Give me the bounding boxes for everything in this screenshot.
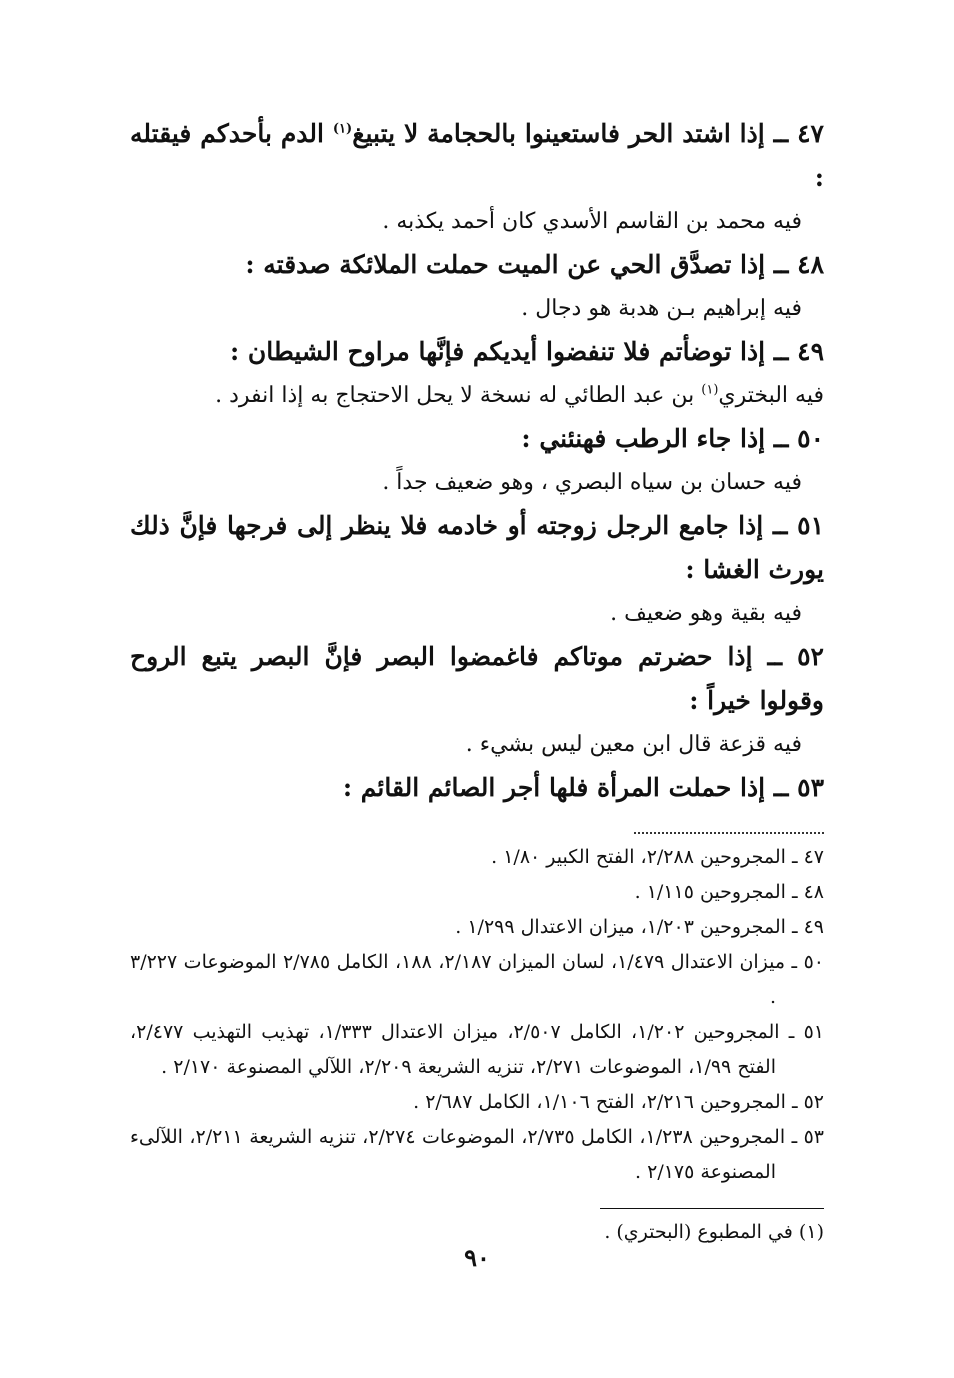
dotted-separator xyxy=(634,832,824,834)
hadith-heading xyxy=(130,766,824,810)
page-body xyxy=(130,112,824,1247)
reference-item-53 xyxy=(130,1120,824,1190)
reference-text: المجروحين ٢/٢٨٨، الفتح الكبير ١/٨٠ . xyxy=(491,846,786,868)
footnote: (١) في المطبوع (البحتري) . xyxy=(604,1221,824,1243)
hadith-entry-53 xyxy=(130,766,824,810)
hadith-note: فيه قزعة قال ابن معين ليس بشيء . xyxy=(465,732,802,757)
hadith-entry-47 xyxy=(130,112,824,243)
heading-text: إذا جاء الرطب فهنئني : xyxy=(521,424,766,453)
entry-dash: ــ xyxy=(767,642,783,671)
heading-text: إذا جامع الرجل زوجته أو خادمه فلا ينظر إلى فرجها فإنَّ ذلك يورث الغشا : xyxy=(130,511,824,584)
reference-dash: ـ xyxy=(788,1021,795,1043)
reference-text: المجروحين ١/٢٠٣، ميزان الاعتدال ١/٢٩٩ . xyxy=(455,916,786,938)
entry-number: ٥٠ xyxy=(797,424,824,453)
entry-number: ٥١ xyxy=(797,511,824,540)
reference-dash: ـ xyxy=(791,951,798,973)
entry-number: ٤٨ xyxy=(797,250,824,279)
reference-number: ٥١ xyxy=(803,1021,824,1043)
reference-item-52 xyxy=(130,1085,824,1120)
reference-number: ٥٢ xyxy=(803,1091,824,1113)
hadith-heading xyxy=(130,504,824,592)
heading-text: إذا تصدَّق الحي عن الميت حملت الملائكة صدقته : xyxy=(245,250,766,279)
reference-text: المجروحين ١/٢٣٨، الكامل ٢/٧٣٥، الموضوعات ٢/٢٧٤، تنزيه الشريعة ٢/٢١١، اللآلىء المصنوعة ٢/١٧٥ . xyxy=(130,1126,786,1183)
hadith-entry-48 xyxy=(130,243,824,330)
hadith-heading xyxy=(130,243,824,287)
note-text: فيه البختري xyxy=(718,383,824,408)
hadith-heading xyxy=(130,417,824,461)
hadith-heading xyxy=(130,330,824,374)
reference-item-49 xyxy=(130,910,824,945)
entry-dash: ــ xyxy=(773,250,789,279)
entry-dash: ــ xyxy=(773,773,789,802)
reference-number: ٥٠ xyxy=(803,951,824,973)
page-number: ٩٠ xyxy=(464,1243,490,1272)
heading-text: إذا حضرتم موتاكم فاغمضوا البصر فإنَّ البصر يتبع الروح وقولوا خيراً : xyxy=(130,642,824,715)
reference-dash: ـ xyxy=(791,846,798,868)
hadith-note: فيه محمد بن القاسم الأسدي كان أحمد يكذبه . xyxy=(382,209,802,234)
reference-item-51 xyxy=(130,1015,824,1085)
hadith-heading xyxy=(130,112,824,200)
note-text-cont: بن عبد الطائي له نسخة لا يحل الاحتجاج به إذا انفرد . xyxy=(215,383,702,408)
reference-dash: ـ xyxy=(791,881,798,903)
reference-number: ٤٨ xyxy=(803,881,824,903)
hadith-note xyxy=(130,374,824,417)
footnote-marker: (١) xyxy=(701,382,719,398)
entry-dash: ــ xyxy=(772,511,788,540)
reference-dash: ـ xyxy=(791,1126,798,1148)
entry-number: ٤٩ xyxy=(797,337,824,366)
reference-dash: ـ xyxy=(791,1091,798,1113)
hadith-heading xyxy=(130,635,824,723)
hadith-entry-52 xyxy=(130,635,824,766)
hadith-note: فيه حسان بن سياه البصري ، وهو ضعيف جداً . xyxy=(382,470,802,495)
heading-text: إذا توضأتم فلا تنفضوا أيديكم فإنَّها مراوح الشيطان : xyxy=(229,337,766,366)
reference-number: ٥٣ xyxy=(803,1126,824,1148)
footnote-marker: (١) xyxy=(332,121,353,137)
heading-text-cont: الدم بأحدكم فيقتله : xyxy=(130,119,824,192)
entry-number: ٥٣ xyxy=(797,773,824,802)
reference-dash: ـ xyxy=(791,916,798,938)
reference-item-47 xyxy=(130,840,824,875)
hadith-note: فيه إبراهيم بـن هدبة هو دجال . xyxy=(521,296,802,321)
reference-text: المجروحين ١/١١٥ . xyxy=(634,881,786,903)
hadith-entry-51 xyxy=(130,504,824,635)
footnote-rule xyxy=(600,1208,824,1209)
heading-text: إذا اشتد الحر فاستعينوا بالحجامة لا يتبيغ xyxy=(352,119,765,148)
reference-text: ميزان الاعتدال ١/٤٧٩، لسان الميزان ٢/١٨٧، ١٨٨، الكامل ٢/٧٨٥ الموضوعات ٣/٢٢٧ . xyxy=(130,951,786,1008)
entry-dash: ــ xyxy=(773,119,789,148)
reference-item-48 xyxy=(130,875,824,910)
hadith-entry-50 xyxy=(130,417,824,504)
hadith-entry-49 xyxy=(130,330,824,417)
entry-dash: ــ xyxy=(773,424,789,453)
entry-number: ٥٢ xyxy=(797,642,824,671)
reference-text: المجروحين ٢/٢١٦، الفتح ١/١٠٦، الكامل ٢/٦٨٧ . xyxy=(413,1091,786,1113)
reference-item-50 xyxy=(130,945,824,1015)
reference-text: المجروحين ١/٢٠٢، الكامل ٢/٥٠٧، ميزان الاعتدال ١/٣٣٣، تهذيب التهذيب ٢/٤٧٧، الفتح ١/٩٩، الموضوعات ٢/٢٧١، تنزيه الشريعة ٢/٢٠٩، اللآلي المصنوعة ٢/١٧٠ . xyxy=(130,1021,780,1078)
reference-list xyxy=(130,840,824,1190)
reference-number: ٤٩ xyxy=(803,916,824,938)
heading-text: إذا حملت المرأة فلها أجر الصائم القائم : xyxy=(342,773,766,802)
reference-number: ٤٧ xyxy=(803,846,824,868)
entry-number: ٤٧ xyxy=(797,119,824,148)
hadith-note: فيه بقية وهو ضعيف . xyxy=(610,601,802,626)
entry-dash: ــ xyxy=(773,337,789,366)
